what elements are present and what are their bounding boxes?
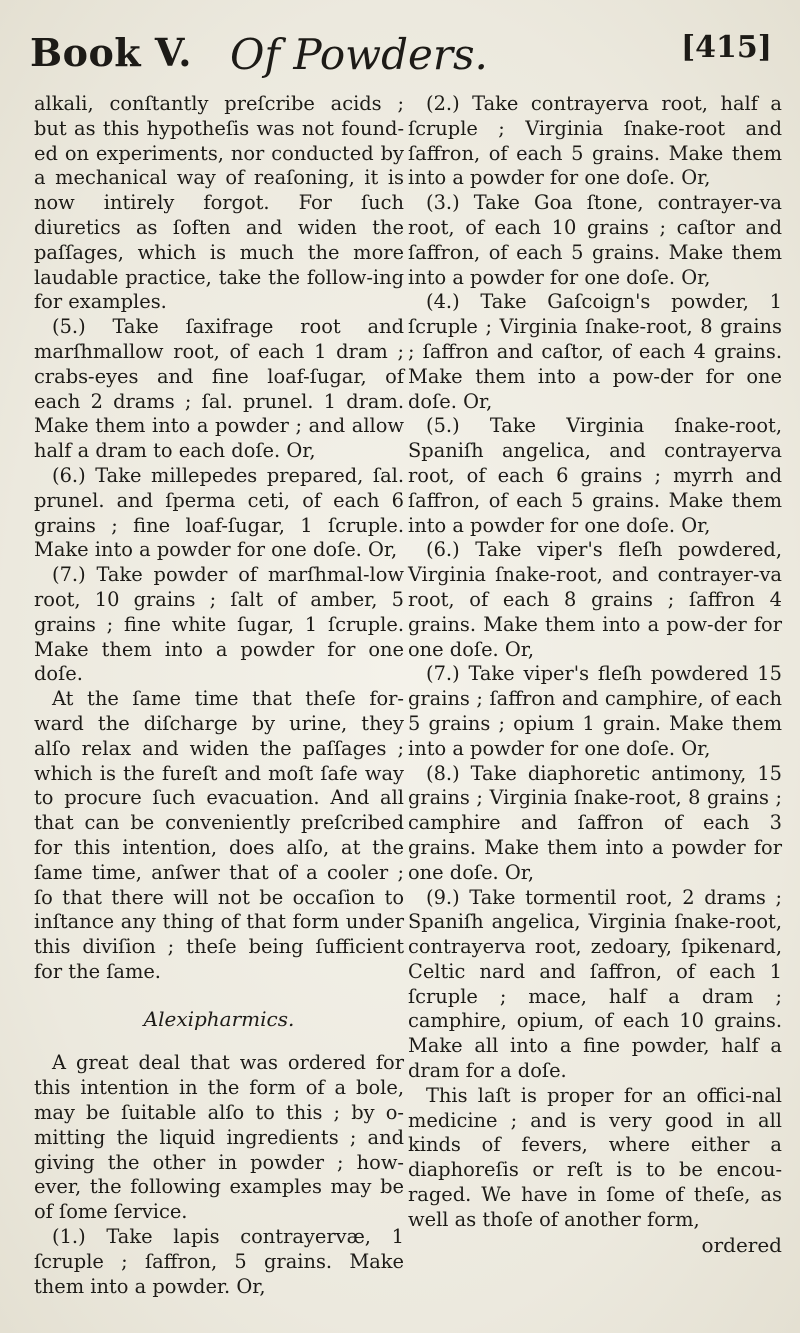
running-head <box>30 30 772 80</box>
page-number: [415] <box>680 30 772 65</box>
recipe-9: (9.) Take tormentil root, 2 drams ; Spaniſh angelica, Virginia ſnake-root, contrayerva root, zedoary, ſpikenard, Celtic nard and ſaffron, of each 1 ſcruple ; mace, half a dram ; camphire, opium, of each 10 grains. Make all into a fine powder, half a dram for a doſe. <box>408 885 782 1083</box>
paragraph: alkali, conſtantly preſcribe acids ; but as this hypotheſis was not found-ed on experiments, nor conducted by a mechanical way of reaſoning, it is now intirely forgot. For ſuch diuretics as ſoften and widen the paſſages, which is much the more laudable practice, take the follow-ing for examples. <box>34 92 404 314</box>
catchword: ordered <box>701 1232 782 1257</box>
recipe-1: (1.) Take lapis contrayervæ, 1 ſcruple ; ſaffron, 5 grains. Make them into a powder. Or, <box>34 1225 404 1298</box>
book-number: Book V. <box>30 30 192 75</box>
recipe-3: (3.) Take Goa ſtone, contrayer-va root, of each 10 grains ; caſtor and ſaffron, of each 5 grains. Make them into a powder for one doſe. Or, <box>408 191 782 289</box>
recipe-5: (5.) Take ſaxifrage root and marſhmallow root, of each 1 dram ; crabs-eyes and fine loaf-ſugar, of each 2 drams ; ſal. prunel. 1 dram. Make them into a powder ; and allow half a dram to each doſe. Or, <box>34 315 404 463</box>
recipe-2: (2.) Take contrayerva root, half a ſcruple ; Virginia ſnake-root and ſaffron, of each 5 grains. Make them into a powder for one doſe. Or, <box>408 92 782 190</box>
recipe-5-right: (5.) Take Virginia ſnake-root, Spaniſh angelica, and contrayerva root, of each 6 grains ; myrrh and ſaffron, of each 5 grains. Make them into a powder for one doſe. Or, <box>408 414 782 537</box>
recipe-6-right: (6.) Take viper's fleſh powdered, Virginia ſnake-root, and contrayer-va root, of each 8 grains ; ſaffron 4 grains. Make them into a pow-der for one doſe. Or, <box>408 538 782 661</box>
paragraph: A great deal that was ordered for this intention in the form of a bole, may be ſuitable alſo to this ; by o-mitting the liquid ingredients ; and giving the other in powder ; how-ever, the following examples may be of ſome ſervice. <box>34 1051 404 1224</box>
left-column <box>34 92 404 1299</box>
right-column <box>408 92 782 1257</box>
paragraph: This laſt is proper for an offici-nal medicine ; and is very good in all kinds of fevers, where either a diaphoreſis or reſt is to be encou-raged. We have in ſome of theſe, as well as thoſe of another form, <box>408 1083 782 1231</box>
section-heading: Alexipharmics. <box>143 1006 295 1031</box>
recipe-4: (4.) Take Gaſcoign's powder, 1 ſcruple ; Virginia ſnake-root, 8 grains ; ſaffron and caſtor, of each 4 grains. Make them into a pow-der for one doſe. Or, <box>408 290 782 413</box>
recipe-7-right: (7.) Take viper's fleſh powdered 15 grains ; ſaffron and camphire, of each 5 grains ; opium 1 grain. Make them into a powder for one doſe. Or, <box>408 662 782 760</box>
recipe-8: (8.) Take diaphoretic antimony, 15 grains ; Virginia ſnake-root, 8 grains ; camphire and ſaffron of each 3 grains. Make them into a powder for one doſe. Or, <box>408 761 782 884</box>
recipe-6: (6.) Take millepedes prepared, ſal. prunel. and ſperma ceti, of each 6 grains ; fine loaf-ſugar, 1 ſcruple. Make into a powder for one doſe. Or, <box>34 463 404 562</box>
recipe-7: (7.) Take powder of marſhmal-low root, 10 grains ; ſalt of amber, 5 grains ; fine white ſugar, 1 ſcruple. Make them into a powder for one doſe. <box>34 563 404 686</box>
paragraph: At the ſame time that theſe for-ward the diſcharge by urine, they alſo relax and widen the paſſages ; which is the fureſt and moſt ſafe way to procure ſuch evacuation. And all that can be conveniently preſcribed for this intention, does alſo, at the ſame time, anſwer that of a cooler ; ſo that there will not be occaſion to inſtance any thing of that form under this diviſion ; theſe being ſufficient for the ſame. <box>34 687 404 983</box>
chapter-title: Of Powders. <box>230 30 488 79</box>
